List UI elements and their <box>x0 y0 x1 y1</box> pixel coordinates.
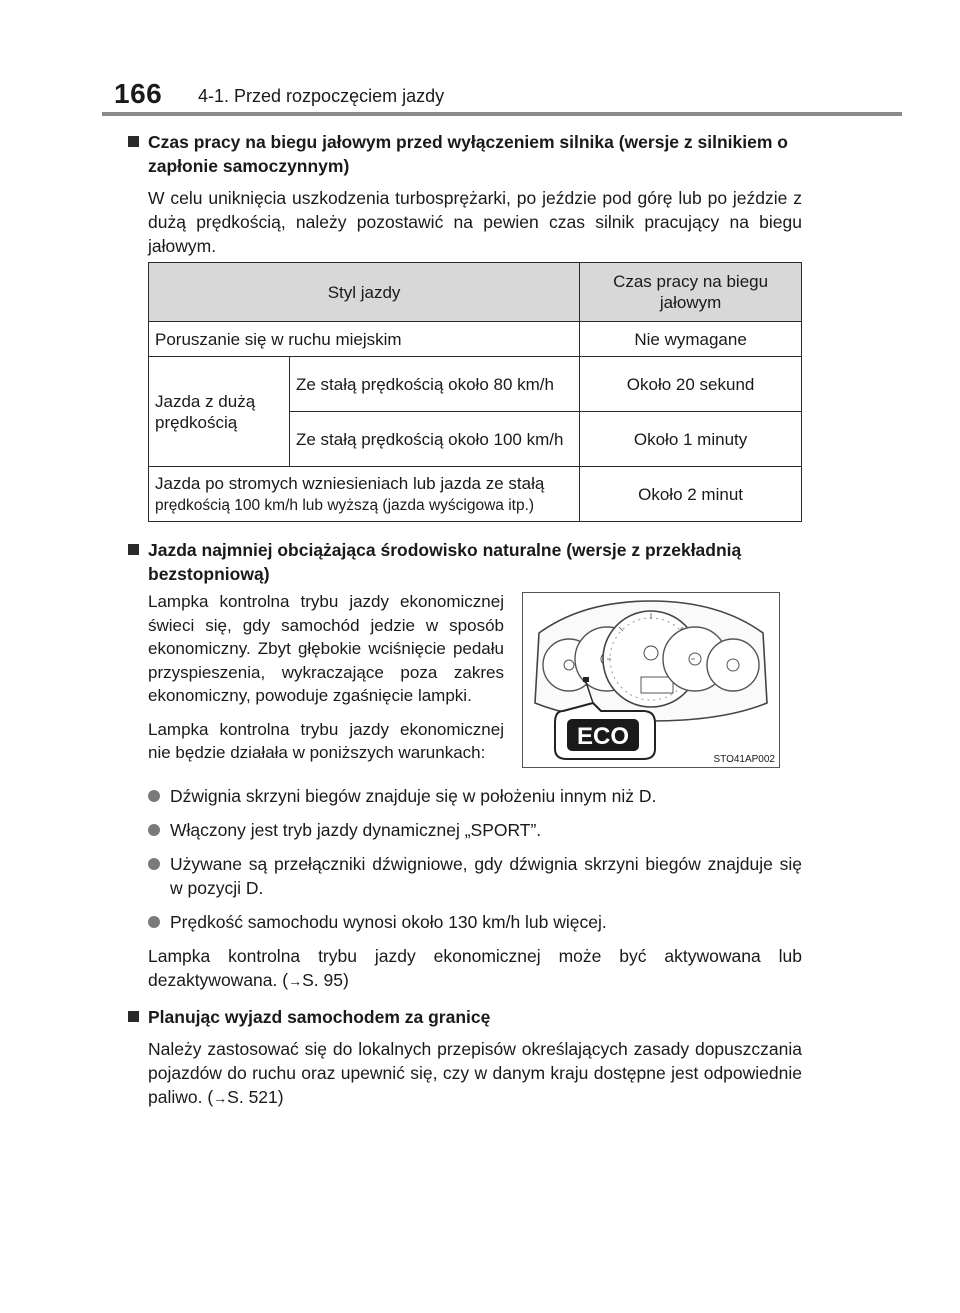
instrument-cluster-figure <box>522 592 780 768</box>
square-bullet-icon <box>128 136 139 147</box>
table-header-row <box>149 263 802 322</box>
table-row <box>149 467 802 522</box>
table-cell: Około 2 minut <box>580 467 802 522</box>
table-cell: Jazda po stromych wzniesieniach lub jazda ze stałą prędkością 100 km/h lub wyższą (jazda wyścigowa itp.) <box>149 467 580 522</box>
idle-section <box>128 130 802 258</box>
square-bullet-icon <box>128 544 139 555</box>
list-item: Włączony jest tryb jazdy dynamicznej „SPORT”. <box>128 818 802 842</box>
page-reference-link[interactable]: S. 95) <box>302 970 349 990</box>
table-cell: Ze stałą prędkością około 80 km/h <box>290 357 580 412</box>
eco-conditions-list <box>128 784 802 1110</box>
table-header-style: Styl jazdy <box>149 263 580 322</box>
table-cell: Jazda z dużą prędkością <box>149 357 290 467</box>
table-cell: Poruszanie się w ruchu miejskim <box>149 322 580 357</box>
bullet-dot-icon <box>148 916 160 928</box>
instrument-cluster-illustration <box>523 593 779 767</box>
bullet-dot-icon <box>148 824 160 836</box>
figure-code: STO41AP002 <box>713 754 775 765</box>
idle-time-table <box>148 262 802 522</box>
arrow-right-icon: → <box>213 1090 228 1106</box>
eco-note: Lampka kontrolna trybu jazdy ekonomicznej może być aktywowana lub dezaktywowana. (→S. 95) <box>148 946 802 990</box>
list-item: Dźwignia skrzyni biegów znajduje się w położeniu innym niż D. <box>128 784 802 808</box>
eco-paragraph-1: Lampka kontrolna trybu jazdy ekonomicznej świeci się, gdy samochód jedzie w sposób ekonomiczny. Zbyt głębokie wciśnięcie pedału przyspieszenia, wykraczające poza zakres ekonomiczny, powoduje zgaśnięcie lampki. <box>148 592 504 705</box>
abroad-heading: Planując wyjazd samochodem za granicę <box>128 1005 802 1029</box>
eco-label: ECO <box>576 723 630 750</box>
table-row <box>149 322 802 357</box>
idle-paragraph: W celu uniknięcia uszkodzenia turbosprężarki, po jeździe pod górę lub po jeździe z dużą prędkością, należy pozostawić na pewien czas silnik pracujący na biegu jałowym. <box>148 188 802 256</box>
table-cell: Ze stałą prędkością około 100 km/h <box>290 412 580 467</box>
header-divider <box>102 112 902 116</box>
eco-paragraph-2: Lampka kontrolna trybu jazdy ekonomicznej nie będzie działała w poniższych warunkach: <box>148 719 504 762</box>
eco-heading: Jazda najmniej obciążająca środowisko naturalne (wersje z przekładnią bezstopniową) <box>128 538 802 586</box>
list-item: Używane są przełączniki dźwigniowe, gdy dźwignia skrzyni biegów znajduje się w pozycji D. <box>128 852 802 900</box>
table-cell: Około 1 minuty <box>580 412 802 467</box>
section-title: 4-1. Przed rozpoczęciem jazdy <box>198 86 445 106</box>
eco-section <box>128 538 802 586</box>
table-header-time: Czas pracy na biegu jałowym <box>580 263 802 322</box>
eco-description <box>148 590 504 775</box>
table-row <box>149 357 802 412</box>
arrow-right-icon: → <box>288 973 303 989</box>
table-cell: Około 20 sekund <box>580 357 802 412</box>
abroad-paragraph: Należy zastosować się do lokalnych przepisów określających zasady dopuszczania pojazdów do ruchu oraz upewnić się, czy w danym kraju dostępne jest odpowiednie paliwo. (→S. 521) <box>148 1039 802 1107</box>
list-item: Prędkość samochodu wynosi około 130 km/h lub więcej. <box>128 910 802 934</box>
bullet-dot-icon <box>148 858 160 870</box>
table-cell: Nie wymagane <box>580 322 802 357</box>
bullet-dot-icon <box>148 790 160 802</box>
page-reference-link[interactable]: S. 521) <box>227 1087 284 1107</box>
idle-heading: Czas pracy na biegu jałowym przed wyłączeniem silnika (wersje z silnikiem o zapłonie samoczynnym) <box>128 130 802 178</box>
square-bullet-icon <box>128 1011 139 1022</box>
page-number: 166 <box>114 78 163 109</box>
